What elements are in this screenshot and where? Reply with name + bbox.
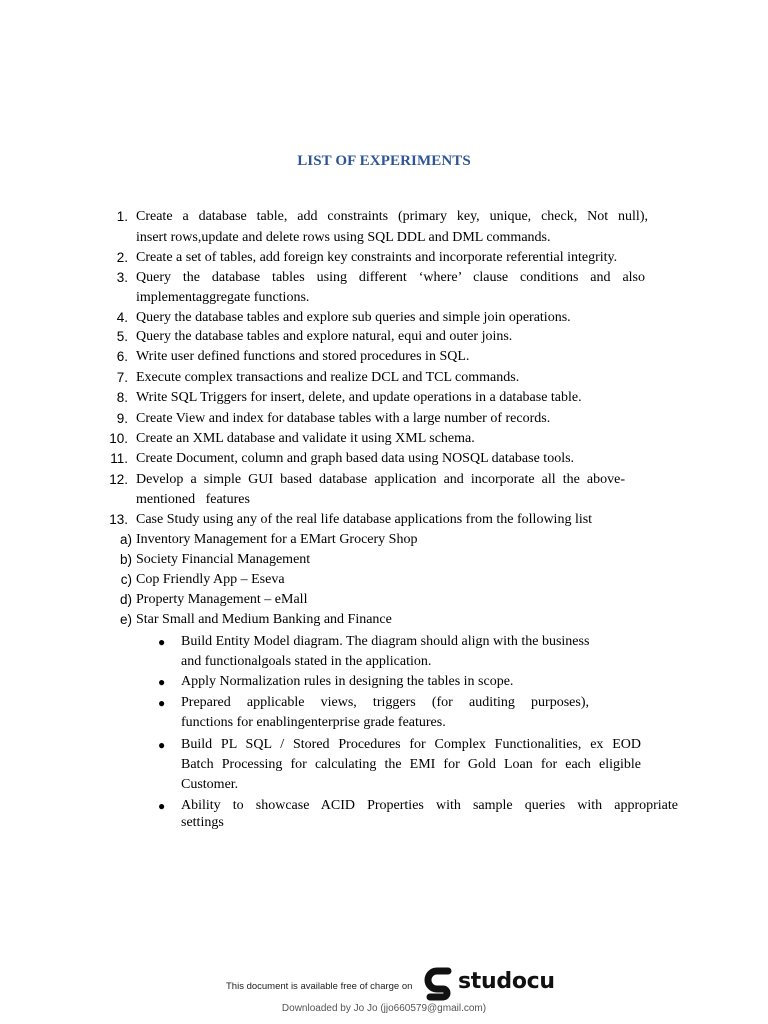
case-study-text: Society Financial Management (136, 552, 311, 567)
task-text: Apply Normalization rules in designing the tables in scope. (181, 674, 514, 689)
item-text: Develop a simple GUI based database application and incorporate all the above- (136, 472, 625, 487)
item-text: mentioned features (136, 492, 250, 507)
item-text: Create a database table, add constraints (primary key, unique, check, Not null), (136, 209, 648, 224)
item-text: Create View and index for database tables with a large number of records. (136, 411, 551, 426)
footer-note: This document is available free of charge on (226, 981, 413, 992)
task-text: Customer. (181, 777, 239, 792)
task-text: Ability to showcase ACID Properties with sample queries with appropriate (181, 798, 678, 813)
item-text: Create a set of tables, add foreign key constraints and incorporate referential integrity. (136, 250, 618, 265)
item-number: 1. (116, 209, 128, 224)
item-text: insert rows,update and delete rows using SQL DDL and DML commands. (136, 230, 551, 245)
item-number: 8. (116, 390, 128, 405)
studocu-logo-icon (424, 967, 456, 1001)
case-study-label: b) (119, 552, 132, 567)
item-number: 10. (109, 431, 128, 446)
case-study-text: Inventory Management for a EMart Grocery Shop (136, 532, 418, 547)
bullet-icon: ● (158, 675, 166, 689)
item-text: Create an XML database and validate it using XML schema. (136, 431, 475, 446)
item-text: Execute complex transactions and realize DCL and TCL commands. (136, 370, 520, 385)
item-number: 5. (116, 329, 128, 344)
studocu-logo-text: studocu (458, 969, 555, 994)
item-number: 2. (116, 250, 128, 265)
case-study-label: d) (119, 592, 132, 607)
task-text: and functionalgoals stated in the application. (181, 654, 432, 669)
task-text: functions for enablingenterprise grade features. (181, 715, 446, 730)
case-study-label: e) (119, 612, 132, 627)
page-title: LIST OF EXPERIMENTS (297, 153, 471, 169)
bullet-icon: ● (158, 738, 166, 752)
item-number: 12. (109, 472, 128, 487)
task-text: Prepared applicable views, triggers (for auditing purposes), (181, 695, 589, 710)
item-text: Case Study using any of the real life database applications from the following list (136, 512, 593, 527)
task-text: Build PL SQL / Stored Procedures for Complex Functionalities, ex EOD (181, 737, 641, 752)
case-study-label: c) (120, 572, 132, 587)
item-number: 11. (110, 451, 128, 466)
bullet-icon: ● (158, 799, 166, 813)
item-text: Query the database tables and explore sub queries and simple join operations. (136, 310, 571, 325)
download-info: Downloaded by Jo Jo (jjo660579@gmail.com) (281, 1003, 487, 1014)
case-study-text: Star Small and Medium Banking and Finance (136, 612, 392, 627)
task-text: Batch Processing for calculating the EMI for Gold Loan for each eligible (181, 757, 641, 772)
task-text: Build Entity Model diagram. The diagram should align with the business (181, 634, 590, 649)
item-number: 9. (116, 411, 128, 426)
item-text: Write user defined functions and stored procedures in SQL. (136, 349, 470, 364)
item-text: Query the database tables using different ‘where’ clause conditions and also (136, 270, 645, 285)
item-text: implementaggregate functions. (136, 290, 310, 305)
item-number: 4. (116, 310, 128, 325)
item-number: 3. (116, 270, 128, 285)
item-text: Query the database tables and explore natural, equi and outer joins. (136, 329, 513, 344)
bullet-icon: ● (158, 696, 166, 710)
item-text: Write SQL Triggers for insert, delete, and update operations in a database table. (136, 390, 582, 405)
case-study-label: a) (119, 532, 132, 547)
item-text: Create Document, column and graph based data using NOSQL database tools. (136, 451, 575, 466)
item-number: 7. (116, 370, 128, 385)
task-text: settings (181, 815, 224, 830)
item-number: 6. (116, 349, 128, 364)
case-study-text: Property Management – eMall (136, 592, 308, 607)
bullet-icon: ● (158, 635, 166, 649)
case-study-text: Cop Friendly App – Eseva (136, 572, 285, 587)
item-number: 13. (109, 512, 128, 527)
